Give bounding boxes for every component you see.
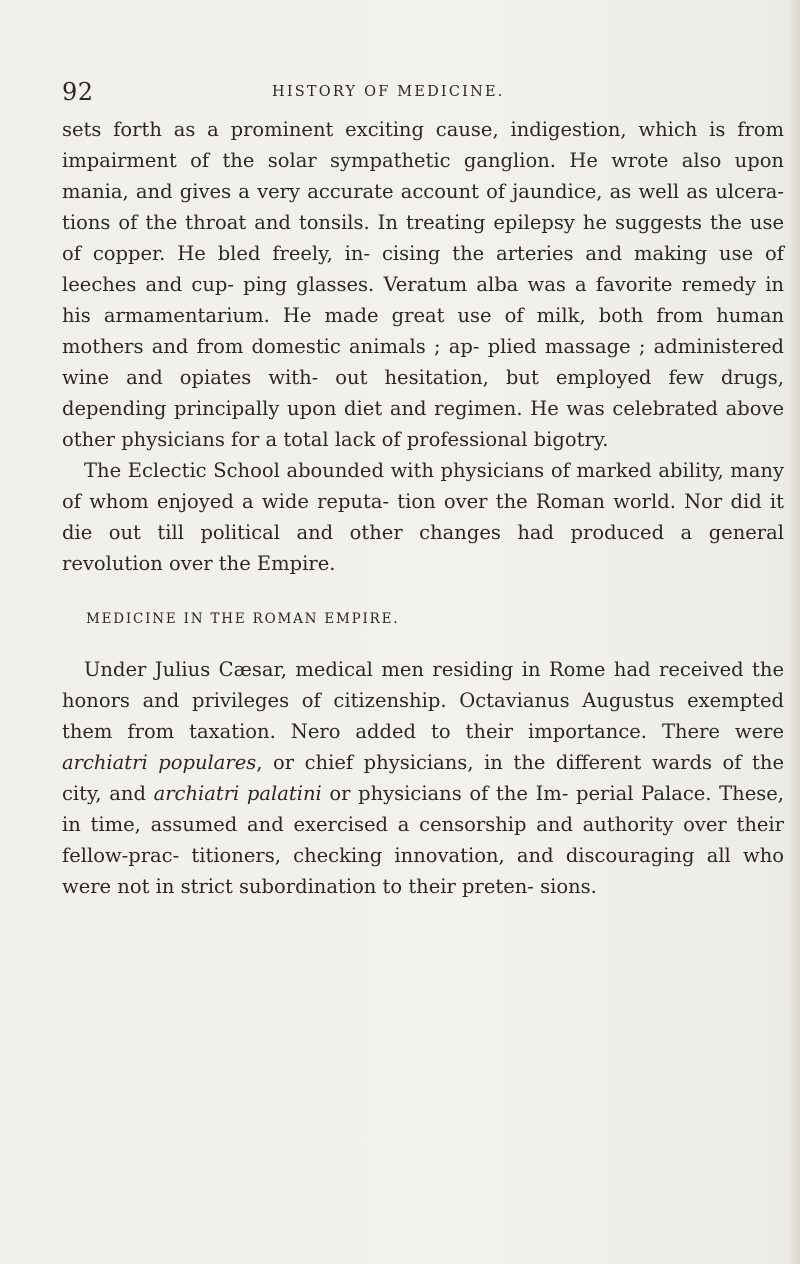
- italic-term-archiatri-populares: archiatri populares: [62, 751, 257, 774]
- page-header: [62, 78, 742, 108]
- paragraph-text-middle: , or chief physicians, in the different wards of the city, and: [62, 751, 784, 805]
- paragraph-text-end: or physicians of the Im- perial Palace. These, in time, assumed and exercised a censorship and authority over their fellow-prac- titioners, checking innovation, and discouraging all who were not in strict subordination to their preten- sions.: [62, 782, 784, 898]
- running-head: HISTORY OF MEDICINE.: [272, 84, 505, 100]
- paragraph-galen-continued: sets forth as a prominent exciting cause, indigestion, which is from impairment of the solar sympathetic ganglion. He wrote also upon mania, and gives a very accurate account of jaundice, as well as ulcera- tions of the throat and tonsils. In treating epilepsy he suggests the use of copper. He bled freely, in- cising the arteries and making use of leeches and cup- ping glasses. Veratum alba was a favorite remedy in his armamentarium. He made great use of milk, both from human mothers and from domestic animals ; ap- plied massage ; administered wine and opiates with- out hesitation, but employed few drugs, depending principally upon diet and regimen. He was celebrated above other physicians for a total lack of professional bigotry.: [62, 118, 784, 451]
- page-number: 92: [62, 78, 94, 106]
- body-text: [62, 114, 784, 902]
- paragraph-text-start: Under Julius Cæsar, medical men residing in Rome had received the honors and privileges of citizenship. Octavianus Augustus exempted them from taxation. Nero added to their importance. There were: [62, 658, 784, 743]
- page-edge-shadow: [788, 0, 800, 1264]
- section-heading: MEDICINE IN THE ROMAN EMPIRE.: [86, 611, 400, 627]
- paragraph-roman-empire: [62, 654, 784, 902]
- italic-term-archiatri-palatini: archiatri palatini: [153, 782, 322, 805]
- paragraph-eclectic-school: The Eclectic School abounded with physicians of marked ability, many of whom enjoyed a wide reputa- tion over the Roman world. Nor did it die out till political and other changes had produced a general revolution over the Empire.: [62, 459, 784, 575]
